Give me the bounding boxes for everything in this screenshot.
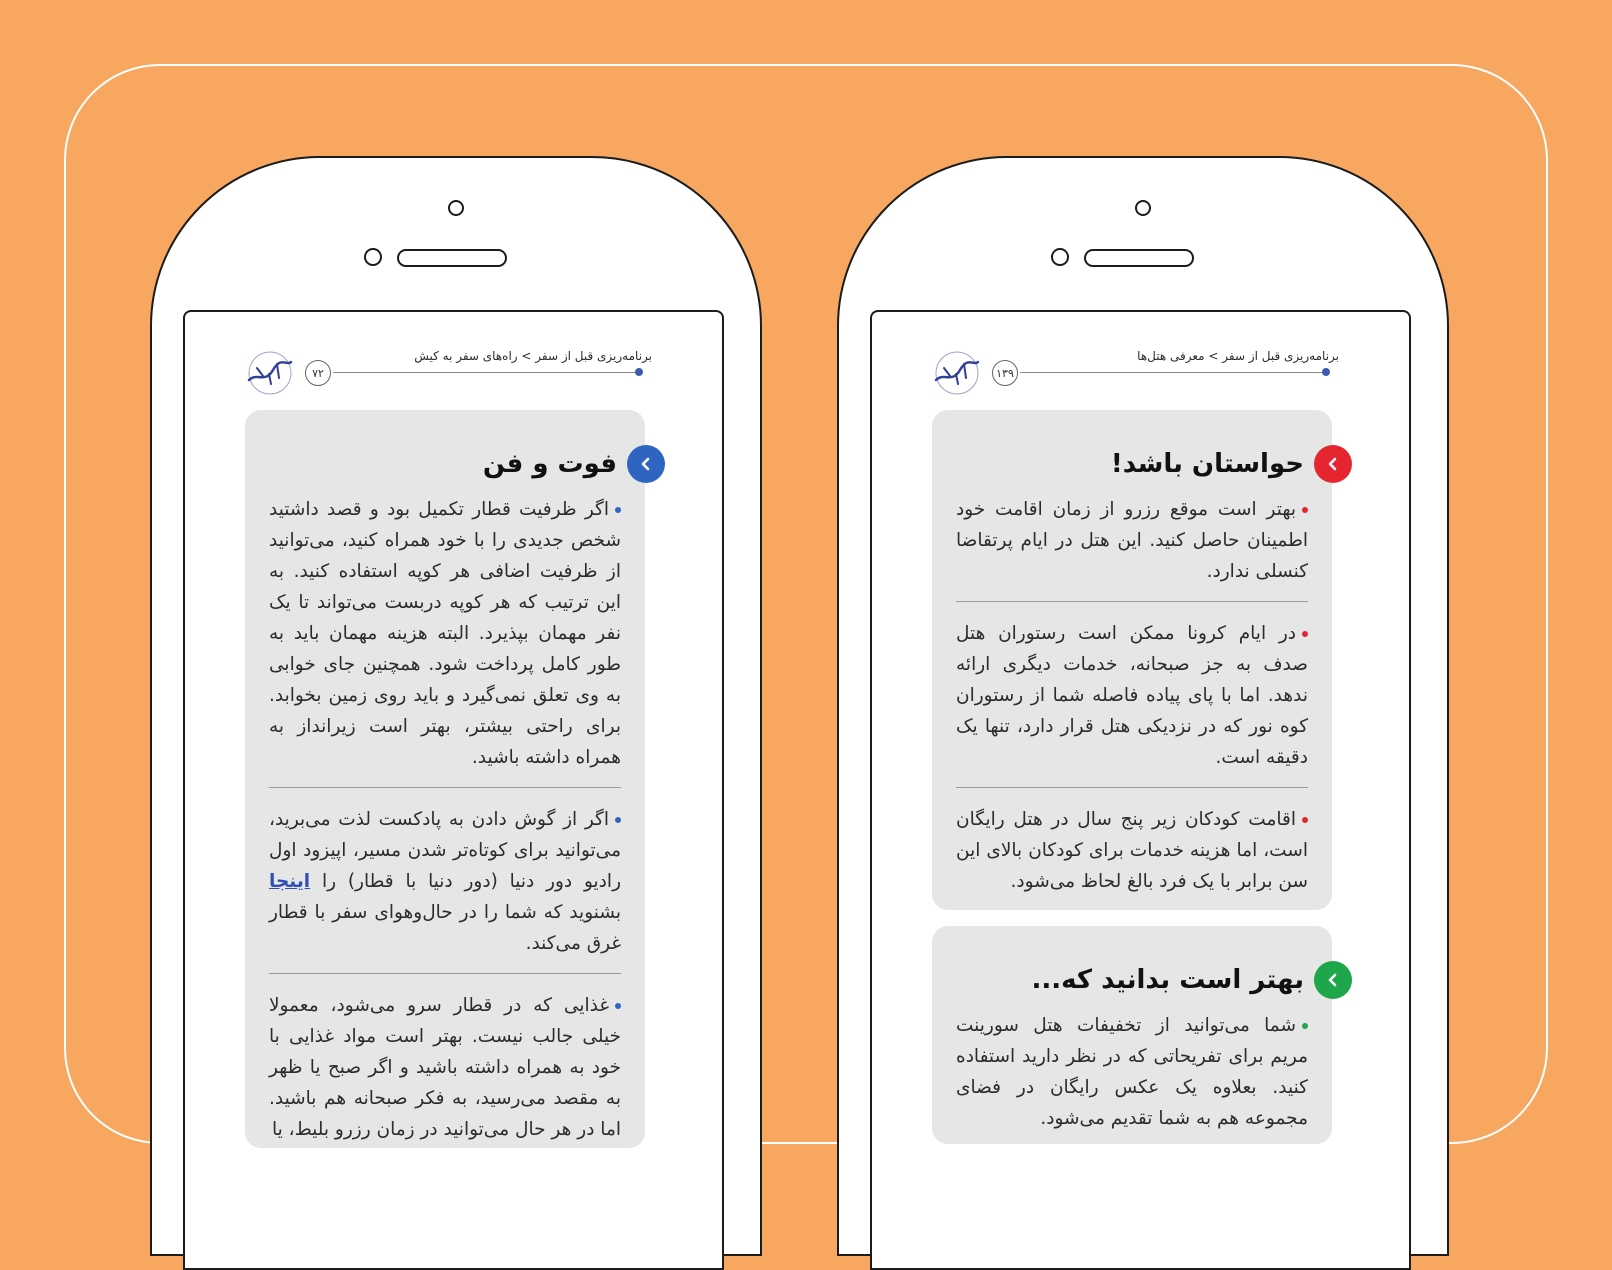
list-item: اگر از گوش دادن به پادکست لذت می‌برید، می‌توانید برای کوتاه‌تر شدن مسیر، اپیزود اول رادیو دور دنیا (دور دنیا با قطار) را اینجا بشنوید که شما را در حال‌وهوای سفر با قطار غرق می‌کند. bbox=[269, 804, 621, 974]
phone-left bbox=[150, 156, 762, 1256]
header-dot bbox=[1322, 368, 1330, 376]
breadcrumb: برنامه‌ریزی قبل از سفر > معرفی هتل‌ها bbox=[1137, 349, 1339, 363]
chevron-left-icon bbox=[627, 445, 665, 483]
speaker-grille bbox=[397, 249, 507, 267]
bullet-icon bbox=[1302, 817, 1308, 823]
phone-screen bbox=[870, 310, 1411, 1270]
bullet-icon bbox=[615, 817, 621, 823]
warning-list bbox=[956, 494, 1308, 911]
phone-screen bbox=[183, 310, 724, 1270]
header-divider bbox=[1020, 372, 1326, 373]
card-title: حواستان باشد! bbox=[1110, 449, 1304, 479]
podcast-link[interactable]: اینجا bbox=[269, 871, 311, 892]
sensor-icon bbox=[364, 248, 382, 266]
header-divider bbox=[333, 372, 639, 373]
sensor-icon bbox=[1051, 248, 1069, 266]
page-number: ۷۲ bbox=[305, 360, 331, 386]
card-header bbox=[483, 446, 645, 482]
ketab-safar-logo bbox=[930, 350, 984, 396]
chevron-left-icon bbox=[1314, 961, 1352, 999]
bullet-icon bbox=[1302, 507, 1308, 513]
list-item: اقامت کودکان زیر پنج سال در هتل رایگان است، اما هزینه خدمات برای کودکان بالای این سن برابر با یک فرد بالغ لحاظ می‌شود. bbox=[956, 809, 1308, 892]
ketab-safar-logo bbox=[243, 350, 297, 396]
bullet-icon bbox=[615, 507, 621, 513]
phone-right bbox=[837, 156, 1449, 1256]
card-title: بهتر است بدانید که... bbox=[1031, 965, 1304, 995]
warning-card bbox=[932, 410, 1332, 910]
page-number: ۱۳۹ bbox=[992, 360, 1018, 386]
list-item: اگر ظرفیت قطار تکمیل بود و قصد داشتید شخص جدیدی را با خود همراه کنید، می‌توانید از ظرفیت اضافی هر کوپه استفاده کنید. به این ترتیب که هر کوپه دربست می‌تواند تا یک نفر مهمان بپذیرد. البته هزینه مهمان باید به طور کامل پرداخت شود. همچنین جای خوابی به وی تعلق نمی‌گیرد و باید روی زمین بخوابد. برای راحتی بیشتر، بهتر است زیرانداز به همراه داشته باشید. bbox=[269, 494, 621, 788]
list-item: در ایام کرونا ممکن است رستوران هتل صدف به جز صبحانه، خدمات دیگری ارائه ندهد. اما با پای پیاده فاصله شما از رستوران کوه نور که در نزدیکی هتل قرار دارد، تنها یک دقیقه است. bbox=[956, 618, 1308, 788]
speaker-grille bbox=[1084, 249, 1194, 267]
card-header bbox=[1111, 446, 1332, 482]
card-title: فوت و فن bbox=[482, 449, 617, 479]
header-dot bbox=[635, 368, 643, 376]
bullet-icon bbox=[1302, 1023, 1308, 1029]
list-item: بهتر است موقع رزرو از زمان اقامت خود اطمینان حاصل کنید. این هتل در ایام پرتقاضا کنسلی ندارد. bbox=[956, 494, 1308, 602]
front-camera-icon bbox=[1135, 200, 1151, 216]
bullet-icon bbox=[615, 1003, 621, 1009]
chevron-left-icon bbox=[1314, 445, 1352, 483]
breadcrumb: برنامه‌ریزی قبل از سفر > راه‌های سفر به کیش bbox=[414, 349, 652, 363]
tips-card bbox=[245, 410, 645, 1148]
info-list bbox=[956, 1010, 1308, 1148]
card-header bbox=[1032, 962, 1332, 998]
info-card bbox=[932, 926, 1332, 1144]
tips-list bbox=[269, 494, 621, 1159]
list-item: شما می‌توانید از تخفیفات هتل سورینت مریم برای تفریحاتی که در نظر دارید استفاده کنید. بعلاوه یک عکس رایگان در فضای مجموعه هم به شما تقدیم می‌شود. bbox=[956, 1015, 1308, 1129]
list-item: غذایی که در قطار سرو می‌شود، معمولا خیلی جالب نیست. بهتر است مواد غذایی با خود به همراه داشته باشید و اگر صبح یا ظهر به مقصد می‌رسید، به فکر صبحانه هم باشید. اما در هر حال می‌توانید در زمان رزرو بلیط، یا bbox=[269, 995, 621, 1140]
front-camera-icon bbox=[448, 200, 464, 216]
bullet-icon bbox=[1302, 631, 1308, 637]
